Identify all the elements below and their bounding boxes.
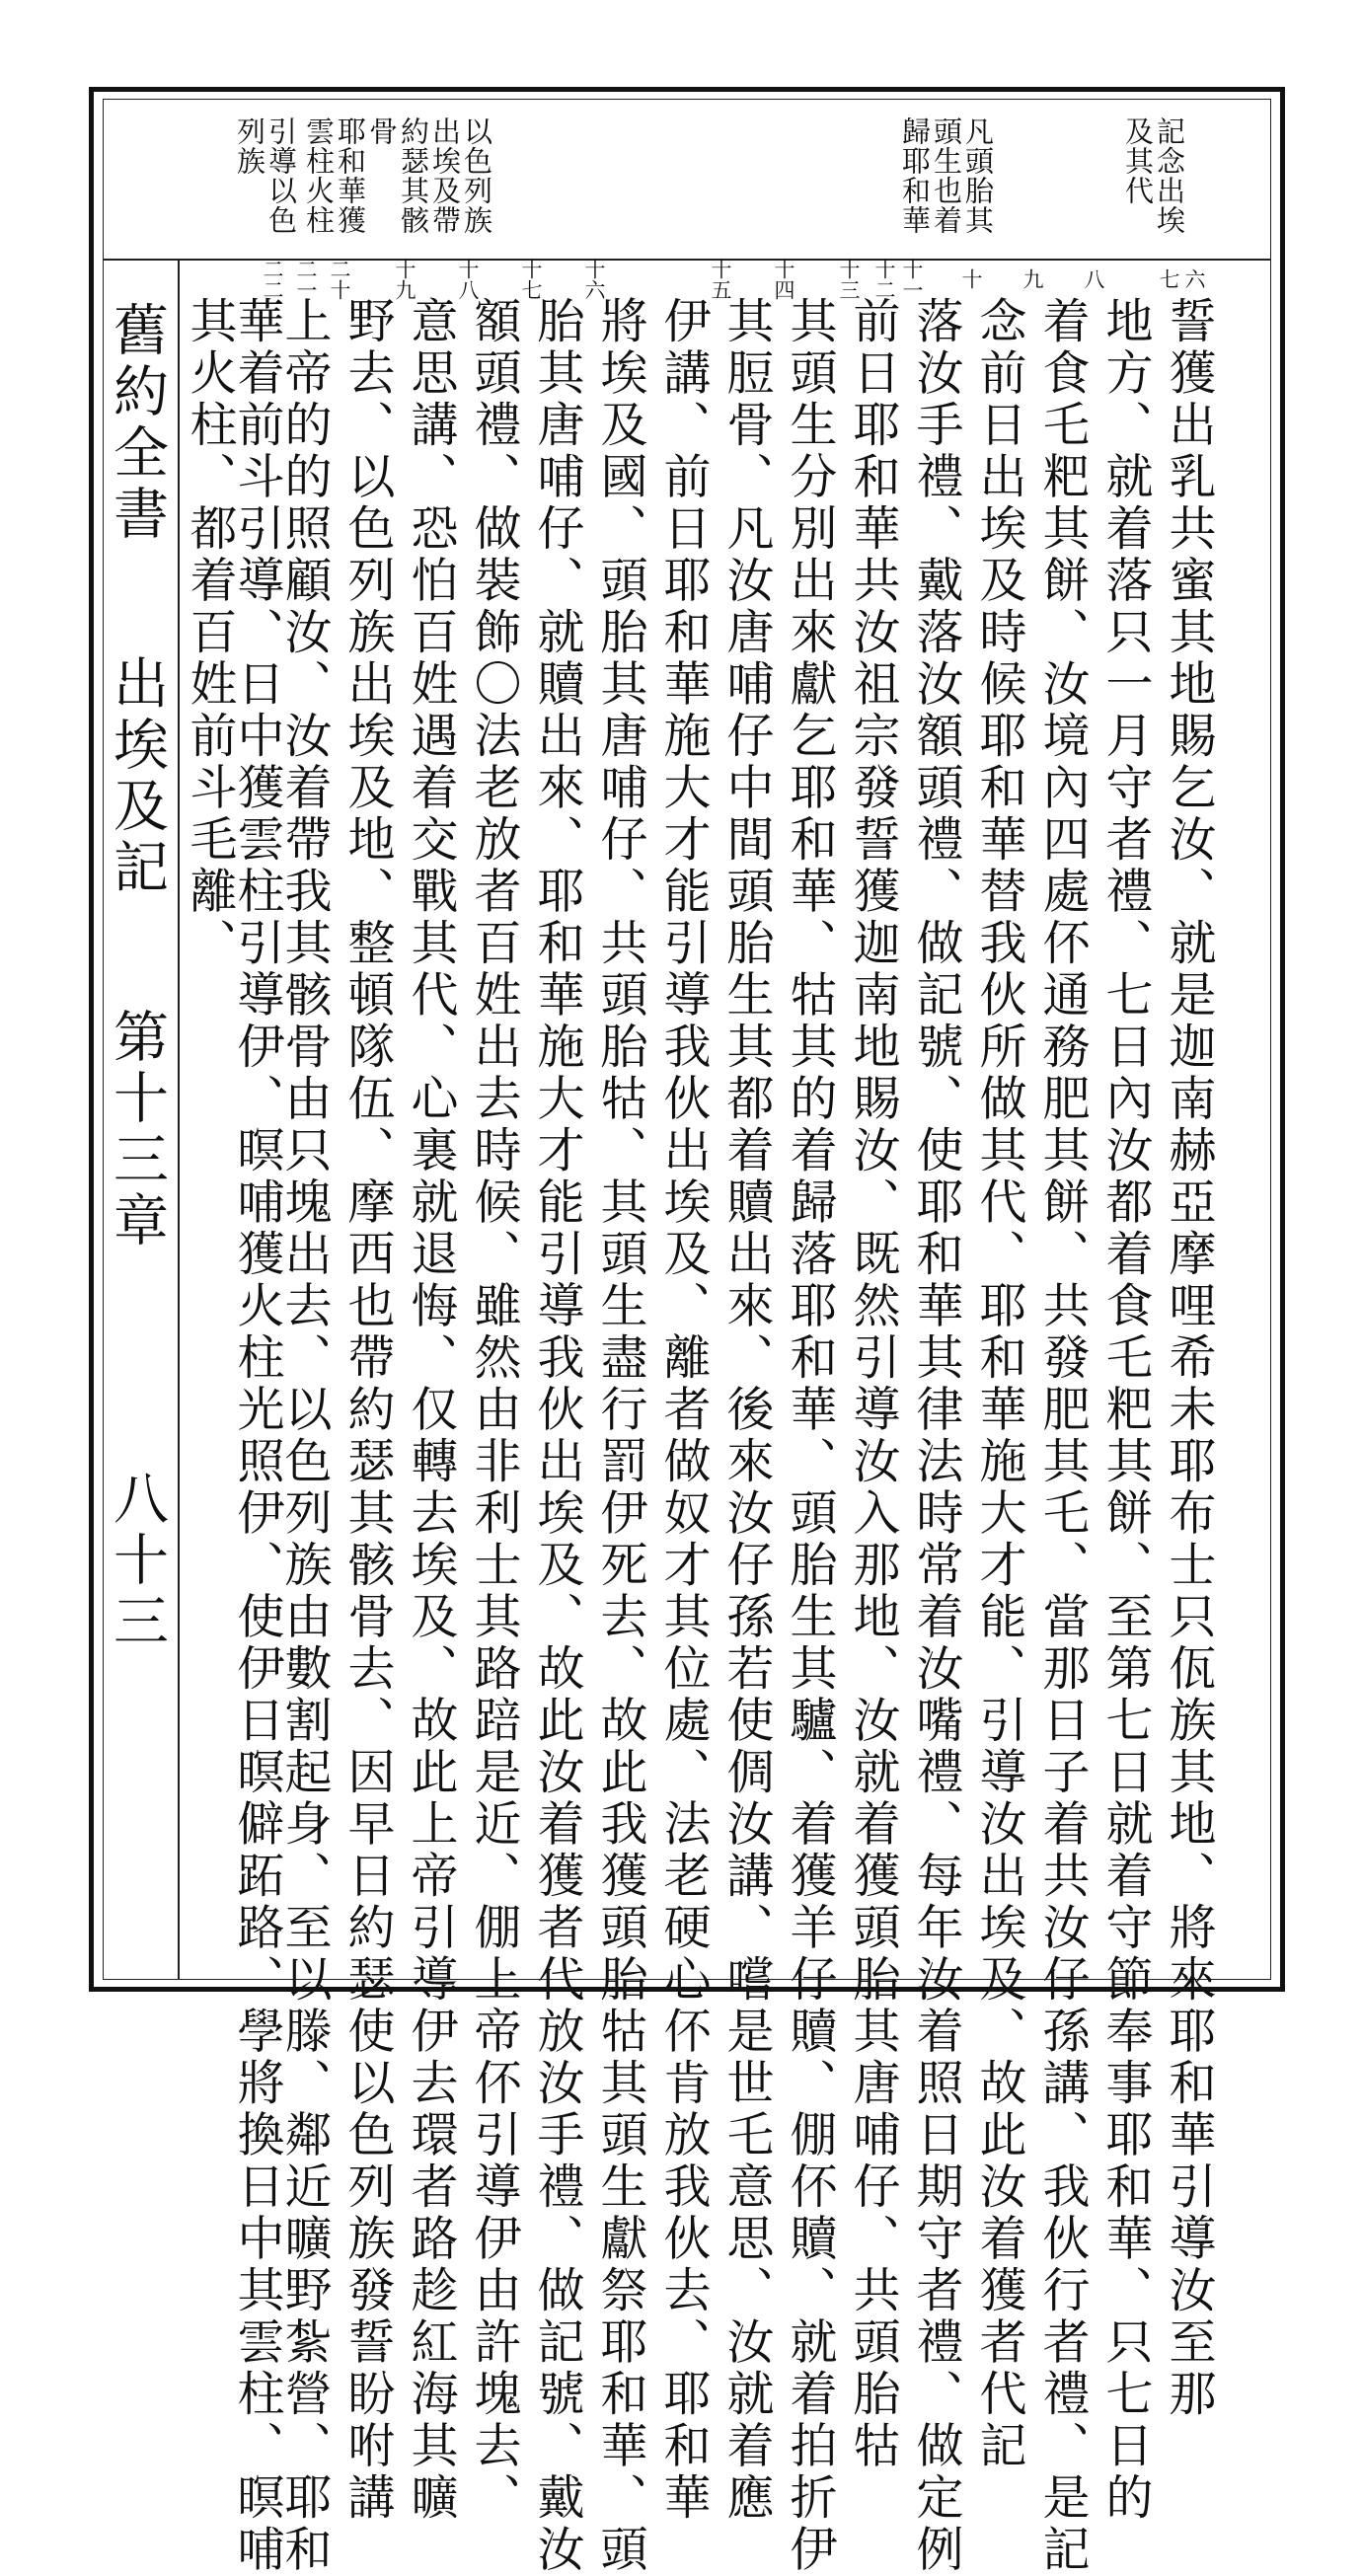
margin-note-5-line-2: 列族 xyxy=(233,116,266,176)
text-column-12: 額頭禮、做裝飾〇法老放者百姓出去時候、雖然由非利士其路踣是近、倗上帝伓引導伊由許塊去、 xyxy=(466,296,521,2525)
verse-number: 八 xyxy=(1082,267,1105,289)
verse-number: 十六 xyxy=(582,259,606,300)
text-column-9: 伊講、前日耶和華施大才能引導我伙出埃及、離者做奴才其位處、法老硬心伓肯放我伙去、耶和華 xyxy=(655,296,711,2525)
text-column-8: 其脰骨、凡汝唐哺仔中間頭胎生其都着贖出來、後來汝仔孫若使倜汝講、嚐是世乇意思、汝就着應 xyxy=(719,296,774,2525)
margin-note-5-line-1: 引導以色 xyxy=(265,116,298,235)
page-number: 八十三 xyxy=(105,1470,169,1653)
text-column-5: 落汝手禮、戴落汝額頭禮、做記號、使耶和華其律法時常着汝嘴禮、每年汝着照日期守者禮、做定例 xyxy=(908,296,963,2576)
text-column-6: 前日耶和華共汝祖宗發誓獲迦南地賜汝、既然引導汝入那地、汝就着獲頭胎其唐哺仔、共頭胎牯 xyxy=(845,296,900,2472)
text-column-4: 念前日出埃及時候耶和華替我伙所做其代、耶和華施大才能、引導汝出埃及、故此汝着獲者代記 xyxy=(971,296,1026,2472)
text-column-13: 意思講、恐怕百姓遇着交戰其代、心裏就退悔、仅轉去埃及、故此上帝引導伊去環者路趁紅海其曠 xyxy=(403,296,458,2525)
margin-note-4-line-1: 骨 xyxy=(365,116,399,146)
margin-note-3-line-2: 出埃及帶 xyxy=(428,116,462,235)
chapter-label: 第十三章 xyxy=(105,1008,169,1252)
verse-number: 十七 xyxy=(519,259,543,300)
margin-note-3-line-3: 約瑟其骸 xyxy=(397,116,430,235)
margin-note-2-line-1: 凡頭胎其 xyxy=(961,116,995,235)
text-column-10: 將埃及國、頭胎其唐哺仔、共頭胎牯、其頭生盡行罰伊死去、故此我獲頭胎牯其頭生獻祭耶和華、頭 xyxy=(592,296,647,2576)
text-column-16: 華着前斗引導、日中獲雲柱引導伊、暝哺獲火柱光照伊、使伊日暝僻跖路、學將換日中其雲柱、暝哺 xyxy=(229,296,284,2576)
running-title-column xyxy=(95,301,169,1880)
verse-number: 七 xyxy=(1157,267,1180,289)
margin-note-1-line-1: 記念出埃 xyxy=(1153,116,1186,235)
verse-number: 十五 xyxy=(709,259,732,300)
verse-number: 二二 xyxy=(261,259,284,300)
verse-number: 十三 xyxy=(837,259,861,300)
verse-number: 六 xyxy=(1182,267,1206,289)
margin-note-4-line-2: 耶和華獲 xyxy=(334,116,367,235)
verse-number: 十四 xyxy=(772,259,795,300)
verse-number: 十 xyxy=(959,267,983,289)
title-column-divider xyxy=(178,259,180,1980)
book-title: 舊約全書 xyxy=(105,301,169,546)
text-column-7: 其頭生分別出來獻乞耶和華、牯其的着歸落耶和華、頭胎生其驢、着獲羊仔贖、倗伓贖、就着拍折伊 xyxy=(782,296,837,2576)
verse-number: 十八 xyxy=(456,259,480,300)
verse-number: 十二 xyxy=(872,259,896,300)
text-column-11: 胎其唐哺仔、就贖出來、耶和華施大才能引導我伙出埃及、故此汝着獲者代放汝手禮、做記號、戴汝 xyxy=(529,296,584,2576)
verse-number: 二十 xyxy=(328,259,351,300)
margin-note-1-line-2: 及其代 xyxy=(1121,116,1155,205)
text-column-15: 上帝的的照顧汝、汝着帶我其骸骨由只塊出去、以色列族由數割起身、至以滕、鄰近曠野紮營、耶和 xyxy=(276,296,332,2576)
margin-note-3-line-1: 以色列族 xyxy=(460,116,493,235)
book-name: 出埃及記 xyxy=(105,654,169,899)
margin-note-2-line-2: 頭生也着 xyxy=(930,116,963,235)
verse-number: 九 xyxy=(1021,267,1044,289)
verse-number: 十九 xyxy=(393,259,416,300)
text-column-2: 地方、就着落只一月守者禮、七日內汝都着食乇粑其餅、至第七日就着守節奉事耶和華、只七日的 xyxy=(1097,296,1153,2525)
text-column-3: 着食乇粑其餅、汝境內四處伓通務肥其餅、共發肥其乇、當那日子着共汝仔孫講、我伙行者禮、是記 xyxy=(1034,296,1090,2576)
text-column-1: 誓獲出乳共蜜其地賜乞汝、就是迦南赫亞摩哩希未耶布士只佤族其地、將來耶和華引導汝至那 xyxy=(1161,296,1216,2421)
verse-number: 二一 xyxy=(294,259,318,300)
text-column-17: 其火柱、都着百姓前斗毛離、 xyxy=(182,296,237,970)
margin-note-2-line-3: 歸耶和華 xyxy=(898,116,932,235)
verse-number: 十一 xyxy=(900,259,924,300)
text-column-14: 野去、以色列族出埃及地、整頓隊伍、摩西也帶約瑟其骸骨去、因早日約瑟使以色列族發誓盼咐講 xyxy=(340,296,395,2525)
margin-note-4-line-3: 雲柱火柱 xyxy=(302,116,336,235)
